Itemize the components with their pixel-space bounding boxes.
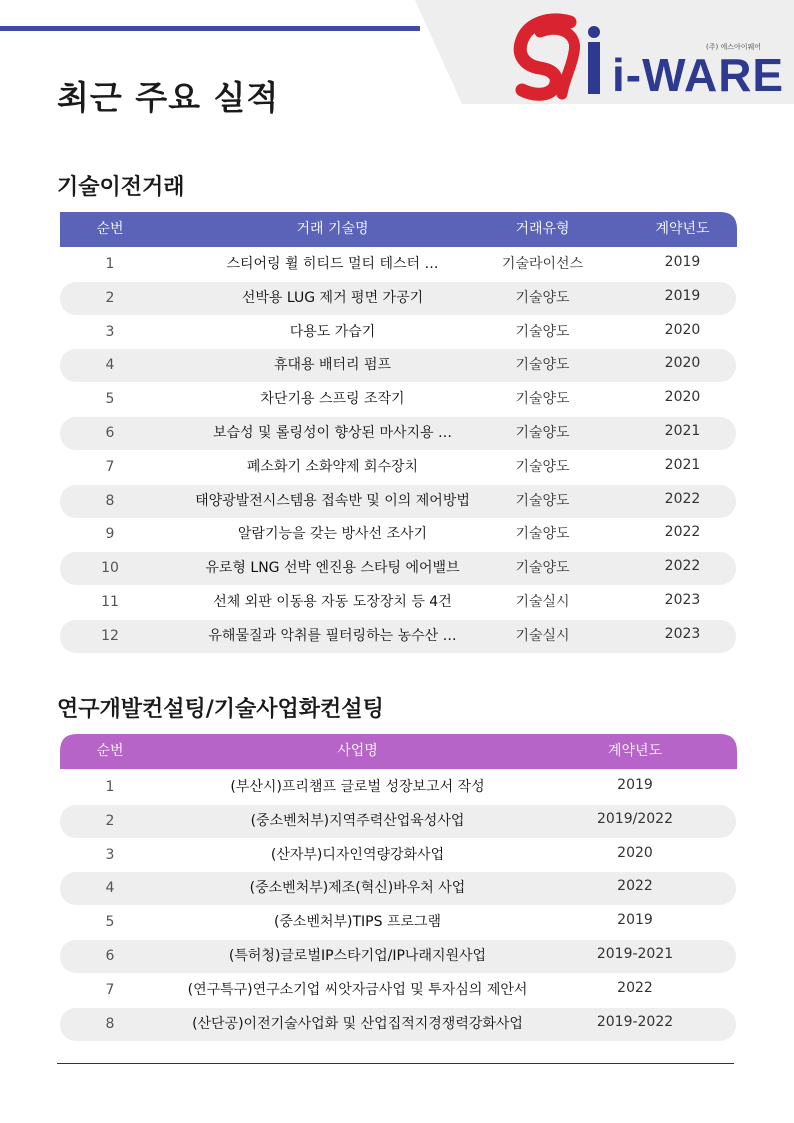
- row-number: 2: [105, 289, 115, 306]
- col-header-tech-name: 거래 기술명: [296, 221, 369, 237]
- row-number: 3: [105, 323, 115, 340]
- contract-year: 2020: [664, 389, 701, 406]
- table-row: [60, 417, 736, 450]
- project-name: (중소벤처부)TIPS 프로그램: [273, 914, 442, 931]
- table-row: [60, 349, 736, 382]
- transaction-type: 기술양도: [515, 492, 570, 509]
- table-row: [60, 974, 736, 1007]
- row-number: 5: [105, 391, 115, 408]
- transaction-type: 기술양도: [515, 458, 570, 475]
- transaction-type: 기술실시: [515, 627, 570, 644]
- transaction-type: 기술양도: [515, 289, 570, 306]
- row-number: 1: [105, 779, 115, 795]
- page-title: 최근 주요 실적: [57, 78, 280, 117]
- project-name: (산자부)디자인역량강화사업: [270, 846, 445, 863]
- contract-year: 2020: [664, 355, 701, 372]
- row-number: 12: [101, 627, 119, 644]
- contract-year: 2022: [617, 878, 653, 895]
- row-number: 3: [105, 846, 115, 863]
- col-header-year: 계약년도: [607, 743, 663, 759]
- table-row: [60, 771, 736, 804]
- contract-year: 2022: [664, 490, 701, 507]
- section-title-consulting: 연구개발컨설팅/기술사업화컨설팅: [57, 697, 384, 722]
- logo-text: i-WARE: [612, 49, 785, 101]
- table-row: [60, 940, 736, 973]
- col-header-project-name: 사업명: [337, 743, 378, 759]
- tech-name: 알람기능을 갖는 방사선 조사기: [237, 526, 428, 543]
- transaction-type: 기술실시: [515, 594, 570, 610]
- table-row: [60, 282, 736, 315]
- row-number: 10: [101, 560, 119, 577]
- row-number: 2: [105, 812, 115, 829]
- row-number: 11: [101, 594, 119, 610]
- contract-year: 2019: [617, 777, 653, 793]
- transaction-type: 기술양도: [515, 391, 570, 408]
- tech-name: 폐소화기 소화약제 회수장치: [246, 458, 419, 475]
- contract-year: 2023: [664, 592, 701, 608]
- contract-year: 2019-2021: [596, 946, 674, 962]
- tech-name: 스티어링 휠 히티드 멀티 테스터 …: [226, 256, 439, 272]
- table-row: [60, 383, 736, 416]
- table-row: [60, 248, 736, 281]
- contract-year: 2019-2022: [596, 1013, 674, 1030]
- table-row: [60, 518, 736, 551]
- table-row: [60, 620, 736, 653]
- bottom-divider: [57, 1063, 734, 1064]
- project-name: (연구특구)연구소기업 씨앗자금사업 및 투자심의 제안서: [187, 981, 528, 998]
- contract-year: 2023: [664, 625, 701, 642]
- tech-name: 유해물질과 악취를 필터링하는 농수산 …: [208, 627, 457, 644]
- table-row: [60, 316, 736, 349]
- table-row: [60, 485, 736, 518]
- tech-name: 선체 외판 이동용 자동 도장장치 등 4건: [213, 594, 452, 610]
- transaction-type: 기술양도: [515, 323, 570, 340]
- row-number: 7: [105, 981, 115, 998]
- row-number: 6: [105, 425, 115, 441]
- tech-name: 태양광발전시스템용 접속반 및 이의 제어방법: [195, 492, 470, 509]
- contract-year: 2022: [664, 558, 701, 575]
- contract-year: 2019: [664, 254, 701, 270]
- table-row: [60, 906, 736, 939]
- contract-year: 2021: [664, 423, 701, 439]
- project-name: (중소벤처부)지역주력산업육성사업: [250, 812, 465, 829]
- contract-year: 2022: [664, 524, 701, 541]
- table-row: [60, 552, 736, 585]
- col-header-year: 계약년도: [655, 221, 710, 237]
- project-name: (중소벤처부)제조(혁신)바우처 사업: [249, 880, 466, 897]
- project-name: (특허청)글로벌IP스타기업/IP나래지원사업: [228, 948, 487, 964]
- table1-header: [60, 212, 736, 246]
- tech-name: 보습성 및 롤링성이 향상된 마사지용 …: [212, 425, 453, 441]
- contract-year: 2020: [664, 321, 701, 338]
- contract-year: 2020: [617, 844, 653, 861]
- tech-name: 선박용 LUG 제거 평면 가공기: [241, 289, 424, 306]
- tech-name: 유로형 LNG 선박 엔진용 스타팅 에어밸브: [205, 560, 460, 577]
- row-number: 5: [105, 914, 115, 931]
- row-number: 8: [105, 492, 115, 509]
- transaction-type: 기술양도: [515, 560, 570, 577]
- table-row: [60, 451, 736, 484]
- contract-year: 2019/2022: [597, 810, 673, 827]
- header-accent-line: [0, 26, 420, 31]
- col-header-no: 순번: [96, 743, 124, 759]
- transaction-type: 기술양도: [515, 357, 570, 374]
- contract-year: 2021: [664, 456, 701, 473]
- table-row: [60, 805, 736, 838]
- transaction-type: 기술라이선스: [501, 256, 584, 272]
- col-header-no: 순번: [96, 221, 124, 237]
- section-title-tech-transfer: 기술이전거래: [57, 175, 185, 200]
- tech-name: 다용도 가습기: [289, 323, 376, 340]
- contract-year: 2022: [617, 979, 653, 996]
- project-name: (산단공)이전기술사업화 및 산업집적지경쟁력강화사업: [192, 1015, 523, 1032]
- transaction-type: 기술양도: [515, 526, 570, 543]
- row-number: 8: [105, 1015, 115, 1032]
- table-row: [60, 1008, 736, 1041]
- contract-year: 2019: [664, 287, 701, 304]
- row-number: 6: [105, 948, 115, 964]
- table-row: [60, 586, 736, 619]
- logo-subtitle: (주) 에스아이웨어: [706, 43, 762, 51]
- tech-name: 차단기용 스프링 조작기: [260, 391, 405, 408]
- project-name: (부산시)프리챔프 글로벌 성장보고서 작성: [230, 779, 485, 795]
- col-header-type: 거래유형: [515, 221, 570, 237]
- table-row: [60, 872, 736, 905]
- row-number: 4: [105, 357, 115, 374]
- row-number: 1: [105, 256, 115, 272]
- transaction-type: 기술양도: [515, 425, 570, 441]
- row-number: 4: [105, 880, 115, 897]
- row-number: 7: [105, 458, 115, 475]
- row-number: 9: [105, 526, 115, 543]
- table2-header: [60, 734, 736, 768]
- contract-year: 2019: [617, 912, 653, 929]
- table-row: [60, 839, 736, 872]
- tech-name: 휴대용 배터리 펌프: [273, 357, 392, 374]
